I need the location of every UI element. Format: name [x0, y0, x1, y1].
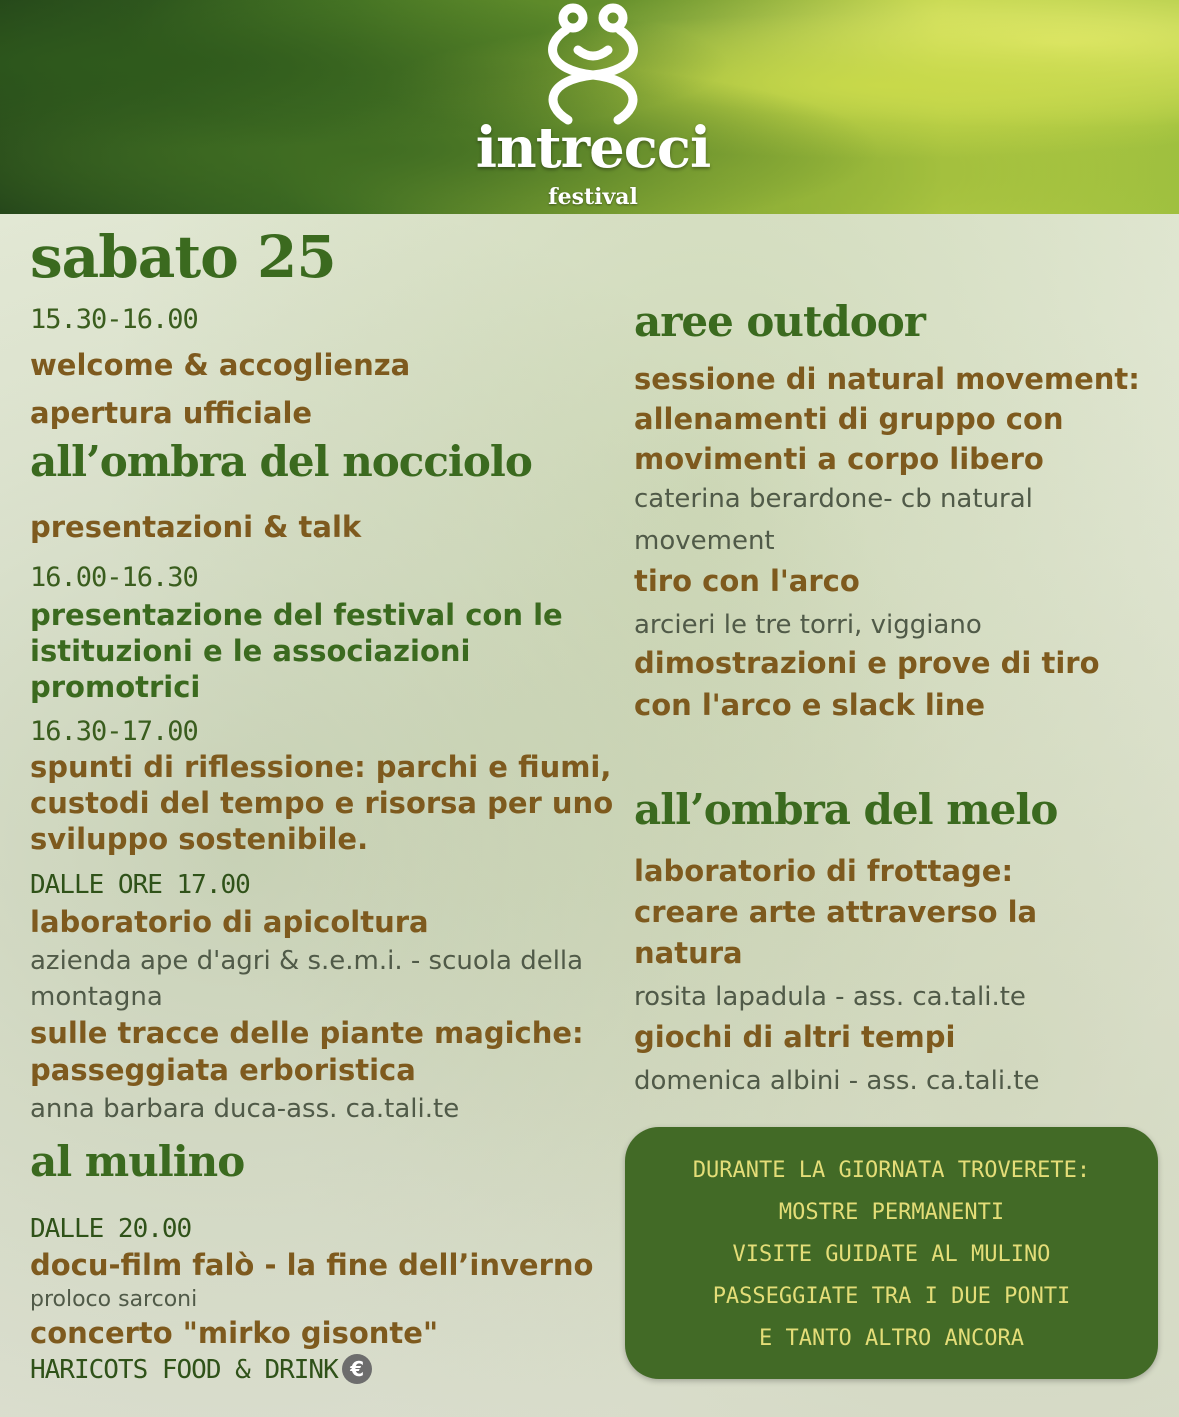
section-title-melo: all’ombra del melo — [634, 785, 1058, 834]
section-title-nocciolo: all’ombra del nocciolo — [30, 437, 532, 486]
movement-organizer-line-2: movement — [634, 526, 775, 556]
movement-line-3: movimenti a corpo libero — [634, 442, 1044, 476]
archery-organizer: arcieri le tre torri, viggiano — [634, 610, 982, 640]
games-organizer: domenica albini - ass. ca.tali.te — [634, 1066, 1040, 1096]
section-title-mulino: al mulino — [30, 1137, 245, 1186]
apiculture-organizer-line-2: montagna — [30, 982, 163, 1012]
time-slot-2: 16.00-16.30 — [30, 562, 198, 593]
euro-icon: € — [342, 1354, 372, 1384]
concert-item: concerto "mirko gisonte" — [30, 1316, 439, 1350]
time-slot-3: 16.30-17.00 — [30, 716, 198, 747]
frottage-line-2: creare arte attraverso la — [634, 895, 1038, 929]
frottage-organizer: rosita lapadula - ass. ca.tali.te — [634, 982, 1026, 1012]
section-title-outdoor: aree outdoor — [634, 297, 925, 346]
herbal-walk-line-1: sulle tracce delle piante magiche: — [30, 1016, 584, 1050]
games-item: giochi di altri tempi — [634, 1020, 956, 1054]
logo-subtitle: festival — [548, 184, 638, 210]
talk-item-1-line-2: istituzioni e le associazioni — [30, 634, 471, 668]
time-slot-5: DALLE 20.00 — [30, 1214, 192, 1244]
info-line-2: MOSTRE PERMANENTI — [778, 1200, 1005, 1225]
time-slot-1: 15.30-16.00 — [30, 304, 198, 335]
opening-item: apertura ufficiale — [30, 396, 313, 430]
demo-line-2: con l'arco e slack line — [634, 688, 986, 722]
festival-logo — [448, 0, 738, 214]
forest-header-banner — [0, 0, 1179, 214]
info-line-3: VISITE GUIDATE AL MULINO — [732, 1242, 1051, 1267]
talk-item-2-line-2: custodi del tempo e risorsa per uno — [30, 786, 614, 820]
logo-title: intrecci — [475, 115, 711, 181]
herbal-walk-organizer: anna barbara duca-ass. ca.tali.te — [30, 1094, 460, 1124]
food-drink-line — [30, 1354, 372, 1385]
info-line-1: DURANTE LA GIORNATA TROVERETE: — [692, 1158, 1091, 1183]
demo-line-1: dimostrazioni e prove di tiro — [634, 646, 1100, 680]
talk-item-2-line-1: spunti di riflessione: parchi e fiumi, — [30, 750, 612, 784]
movement-line-2: allenamenti di gruppo con — [634, 402, 1064, 436]
info-box — [625, 1127, 1158, 1379]
frog-knot-icon — [448, 0, 738, 130]
archery-item: tiro con l'arco — [634, 564, 860, 598]
docu-film-organizer: proloco sarconi — [30, 1287, 198, 1312]
apiculture-organizer-line-1: azienda ape d'agri & s.e.m.i. - scuola della — [30, 946, 584, 976]
talk-item-2-line-3: sviluppo sostenibile. — [30, 822, 369, 856]
movement-line-1: sessione di natural movement: — [634, 362, 1140, 396]
day-title: sabato 25 — [30, 223, 336, 291]
herbal-walk-line-2: passeggiata erboristica — [30, 1053, 416, 1087]
frottage-line-3: natura — [634, 936, 743, 970]
talk-item-1-line-1: presentazione del festival con le — [30, 598, 563, 632]
apiculture-workshop: laboratorio di apicoltura — [30, 905, 429, 939]
time-slot-4: DALLE ORE 17.00 — [30, 870, 250, 900]
talk-heading: presentazioni & talk — [30, 510, 362, 544]
info-line-4: PASSEGGIATE TRA I DUE PONTI — [712, 1284, 1071, 1309]
movement-organizer-line-1: caterina berardone- cb natural — [634, 484, 1033, 514]
frottage-line-1: laboratorio di frottage: — [634, 854, 1014, 888]
docu-film-item: docu-film falò - la fine dell’inverno — [30, 1248, 594, 1282]
info-line-5: E TANTO ALTRO ANCORA — [759, 1326, 1024, 1351]
food-drink-label: HARICOTS FOOD & DRINK — [30, 1355, 338, 1385]
welcome-item: welcome & accoglienza — [30, 348, 411, 382]
talk-item-1-line-3: promotrici — [30, 670, 201, 704]
